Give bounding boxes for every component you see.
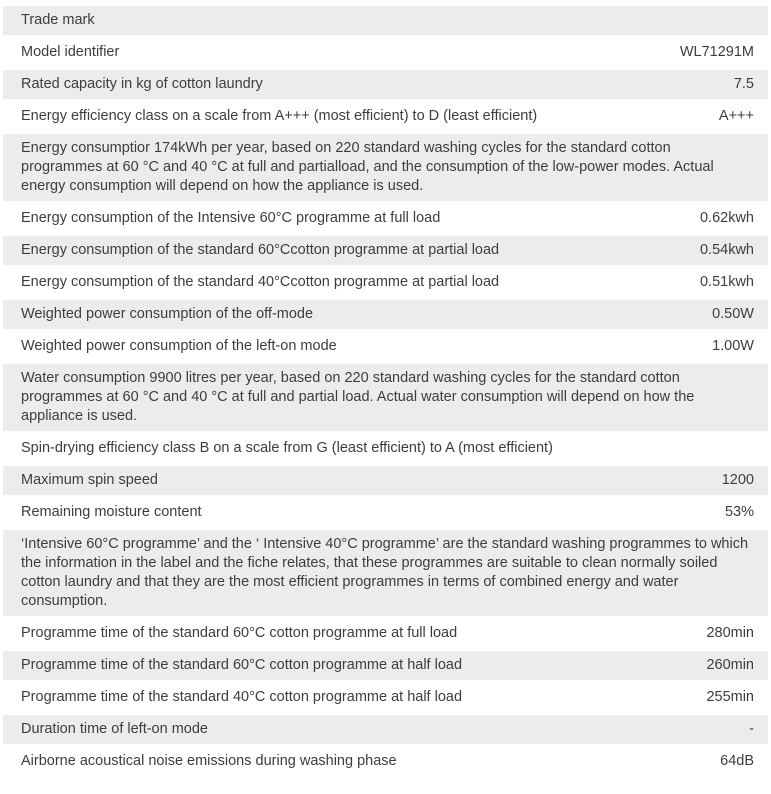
row-label: Programme time of the standard 40°C cotton programme at half load bbox=[21, 689, 463, 705]
table-row bbox=[3, 498, 768, 527]
row-value: 1.00W bbox=[712, 338, 754, 354]
row-value: A+++ bbox=[718, 108, 754, 124]
row-value: WL71291M bbox=[679, 44, 754, 60]
row-label: Weighted power consumption of the left-on mode bbox=[21, 338, 337, 354]
row-label: Energy efficiency class on a scale from A+++ (most efficient) to D (least efficient) bbox=[21, 108, 538, 124]
row-value: 260min bbox=[706, 657, 754, 673]
row-value: 1200 bbox=[721, 472, 754, 488]
row-value: 53% bbox=[724, 504, 754, 520]
table-row bbox=[3, 715, 768, 744]
row-label: Energy consumptior 174kWh per year, based on 220 standard washing cycles for the standard cotton programmes at 60 °C and 40 °C at full and partialload, and the consumption of the low-power modes. Actual energy consumption will depend on how the appliance is used. bbox=[21, 140, 714, 194]
row-label: Rated capacity in kg of cotton laundry bbox=[21, 76, 263, 92]
table-row bbox=[3, 102, 768, 131]
row-label: Remaining moisture content bbox=[21, 504, 202, 520]
row-label: Water consumption 9900 litres per year, based on 220 standard washing cycles for the standard cotton programmes at 60 °C and 40 °C at full and partial load. Actual water consumption will depend on how the appliance is used. bbox=[21, 370, 695, 424]
row-value: 280min bbox=[706, 625, 754, 641]
row-label: Spin-drying efficiency class B on a scale from G (least efficient) to A (most efficient) bbox=[21, 440, 553, 456]
row-label: Duration time of left-on mode bbox=[21, 721, 208, 737]
table-row bbox=[3, 236, 768, 265]
row-label: Energy consumption of the Intensive 60°C programme at full load bbox=[21, 210, 441, 226]
row-label: Airborne acoustical noise emissions during washing phase bbox=[21, 753, 397, 769]
row-label: Energy consumption of the standard 60°Ccotton programme at partial load bbox=[21, 242, 500, 258]
row-label: ‘Intensive 60°C programme’ and the ‘ Intensive 40°C programme’ are the standard washing programmes to which the information in the label and the fiche relates, that these programmes are suitable to clean normally soiled cotton laundry and that they are the most efficient programmes in terms of combined energy and water consumption. bbox=[21, 536, 749, 609]
table-row bbox=[3, 434, 768, 463]
table-row bbox=[3, 530, 768, 616]
table-row bbox=[3, 619, 768, 648]
table-row bbox=[3, 364, 768, 431]
table-row bbox=[3, 204, 768, 233]
row-label: Trade mark bbox=[21, 12, 95, 28]
table-row bbox=[3, 268, 768, 297]
row-label: Model identifier bbox=[21, 44, 120, 60]
row-value: 7.5 bbox=[733, 76, 754, 92]
table-row bbox=[3, 332, 768, 361]
table-row bbox=[3, 466, 768, 495]
row-value: - bbox=[749, 721, 754, 737]
table-row bbox=[3, 38, 768, 67]
row-value: 0.62kwh bbox=[699, 210, 754, 226]
row-value: 0.51kwh bbox=[699, 274, 754, 290]
row-label: Weighted power consumption of the off-mode bbox=[21, 306, 314, 322]
row-label: Programme time of the standard 60°C cotton programme at full load bbox=[21, 625, 458, 641]
row-value: 0.54kwh bbox=[699, 242, 754, 258]
row-value: 64dB bbox=[720, 753, 754, 769]
table-row bbox=[3, 747, 768, 776]
table-row bbox=[3, 651, 768, 680]
table-row bbox=[3, 6, 768, 35]
table-row bbox=[3, 134, 768, 201]
table-row bbox=[3, 683, 768, 712]
row-value: 0.50W bbox=[712, 306, 754, 322]
table-row bbox=[3, 300, 768, 329]
table-row bbox=[3, 70, 768, 99]
row-label: Programme time of the standard 60°C cotton programme at half load bbox=[21, 657, 463, 673]
row-label: Energy consumption of the standard 40°Ccotton programme at partial load bbox=[21, 274, 500, 290]
row-label: Maximum spin speed bbox=[21, 472, 158, 488]
row-value: 255min bbox=[706, 689, 754, 705]
